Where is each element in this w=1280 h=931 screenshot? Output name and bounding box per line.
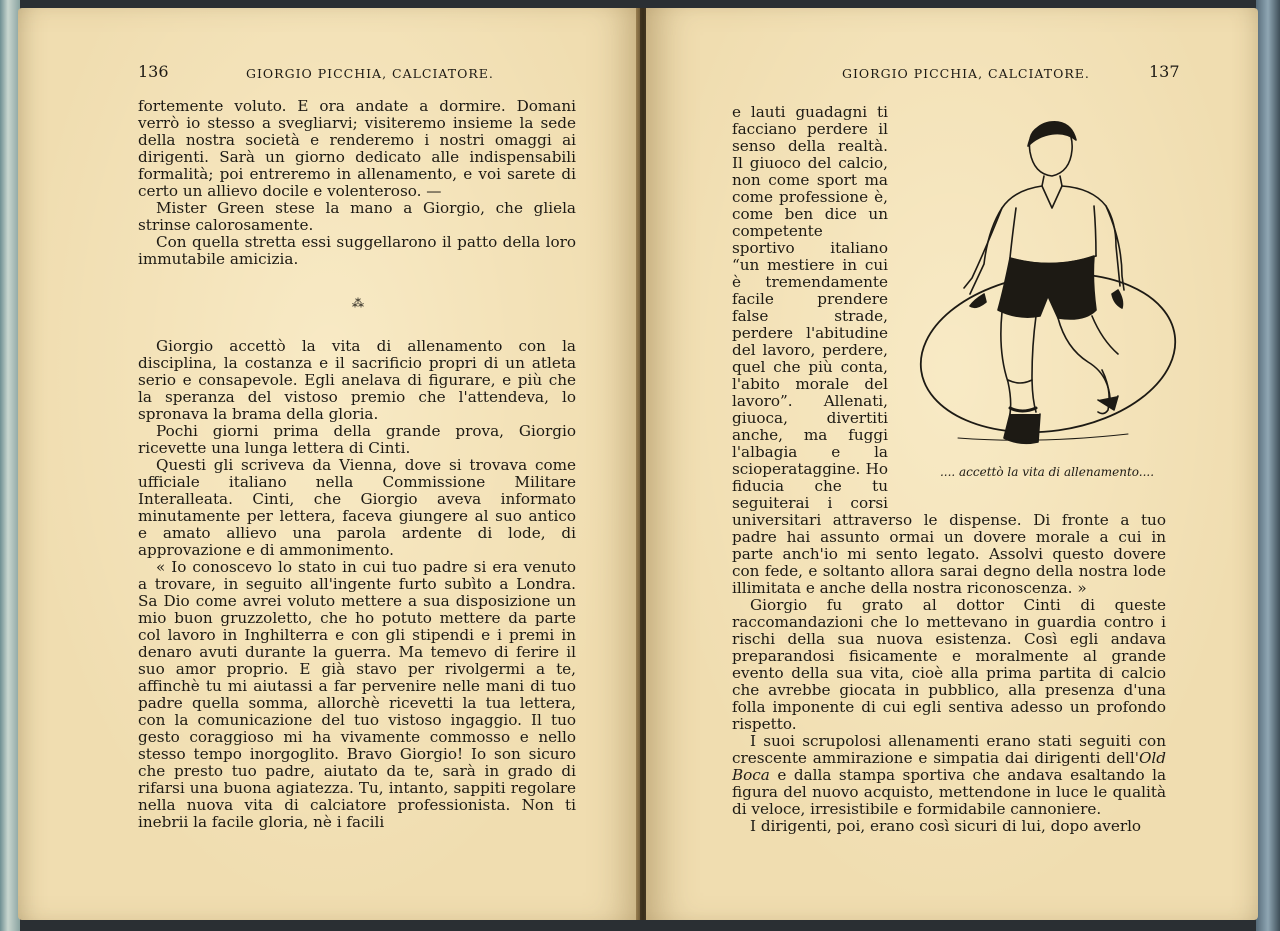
illustration-caption: .... accettò la vita di allenamento.... [939, 465, 1155, 479]
page-number-left: 136 [138, 62, 169, 81]
left-page-body [138, 98, 576, 831]
paragraph: « Io conoscevo lo stato in cui tuo padre si era venuto a trovare, in seguito all'ingente furto subìto a Londra. Sa Dio come avrei voluto mettere a sua disposizione un mio buon gruzzoletto, che ho potuto mettere da parte col lavoro in Inghilterra e con gli stipendi e i premi in denaro avuti durante la guerra. Ma temevo di ferire il suo amor proprio. E già stavo per rivolgermi a te, affinchè tu mi aiutassi a far pervenire nelle mani di tuo padre quella somma, allorchè ricevetti la tua lettera, con la comunicazione del tuo vistoso ingaggio. Il tuo gesto coraggioso mi ha vivamente commosso e nello stesso tempo inorgoglito. Bravo Giorgio! Io son sicuro che presto tuo padre, aiutato da te, sarà in grado di rifarsi una buona agiatezza. Tu, intanto, sappiti regolare nella nuova vita di calciatore professionista. Non ti inebrii la facile gloria, nè i facili [138, 558, 576, 831]
footballer-illustration [898, 108, 1180, 500]
paragraph: fortemente voluto. E ora andate a dormire. Domani verrò io stesso a svegliarvi; visiteremo insieme la sede della nostra società e renderemo i nostri omaggi ai dirigenti. Sarà un giorno dedicato alle indispensabili formalità; poi entreremo in allenamento, e voi sarete di certo un allievo docile e volenteroso. — [138, 97, 576, 200]
footballer-drawing-icon [898, 108, 1180, 458]
paragraph: Mister Green stese la mano a Giorgio, che gliela strinse calorosamente. [138, 199, 576, 234]
right-cover-edge [1256, 0, 1280, 931]
paragraph: Questi gli scriveva da Vienna, dove si trovava come ufficiale italiano nella Commissione Militare Interalleata. Cinti, che Giorgio aveva informato minutamente per lettera, faceva giungere al suo antico e amato allievo una parola ardente di lode, di approvazione e di ammonimento. [138, 456, 576, 559]
paragraph: Con quella stretta essi suggellarono il patto della loro immutabile amicizia. [138, 233, 576, 268]
paragraph [732, 733, 1166, 818]
right-page [646, 8, 1258, 920]
paragraph-text: e lauti guadagni ti facciano perdere il senso della realtà. Il giuoco del calcio, non come sport ma come professione è, come ben dice un competente sportivo italiano “un mestiere in cui è tremendamente facile prendere false strade, perdere l'abitudine del lavoro, perdere, quel che più conta, l'abito morale del lavoro”. Allenati, giuoca, divertiti anche, ma fuggi l'albagia e la scioperataggine. Ho fiducia che tu seguiterai i corsi universitari attraverso le dispense. Di fronte a tuo padre hai assunto ormai un dovere morale a cui in parte anch'io mi sento legato. Assolvi questo dovere con fede, e soltanto allora sarai degno della nostra lode illimitata e anche della nostra riconoscenza. » [732, 103, 1166, 597]
paragraph [732, 104, 1166, 597]
section-separator: ⁂ [352, 296, 362, 310]
running-head-left: GIORGIO PICCHIA, CALCIATORE. [246, 66, 494, 81]
paragraph: Pochi giorni prima della grande prova, Giorgio ricevette una lunga lettera di Cinti. [138, 422, 576, 457]
running-head-right: GIORGIO PICCHIA, CALCIATORE. [842, 66, 1090, 81]
left-page [18, 8, 640, 920]
paragraph: Giorgio fu grato al dottor Cinti di queste raccomandazioni che lo mettevano in guardia contro i rischi della sua nuova esistenza. Così egli andava preparandosi fisicamente e moralmente al grande evento della sua vita, cioè alla prima partita di calcio che avrebbe giocata in pubblico, alla presenza d'una folla imponente di cui egli sentiva adesso un profondo rispetto. [732, 596, 1166, 733]
paragraph: Giorgio accettò la vita di allenamento con la disciplina, la costanza e il sacrificio propri di un atleta serio e consapevole. Egli anelava di figurare, e più che la speranza del vistoso premio che l'attendeva, lo spronava la brama della gloria. [138, 337, 576, 423]
paragraph: I dirigenti, poi, erano così sicuri di lui, dopo averlo [750, 817, 1142, 835]
paragraph-text: e dalla stampa sportiva che andava esaltando la figura del nuovo acquisto, mettendone in luce le qualità di veloce, irresistibile e formidabile cannoniere. [732, 766, 1166, 818]
page-number-right: 137 [1149, 62, 1180, 81]
paragraph-text: I suoi scrupolosi allenamenti erano stati seguiti con crescente ammirazione e simpatia dai dirigenti dell' [732, 732, 1166, 767]
team-name: Old Boca [732, 749, 1166, 784]
left-cover-edge [0, 0, 20, 931]
right-page-body [732, 104, 1166, 835]
